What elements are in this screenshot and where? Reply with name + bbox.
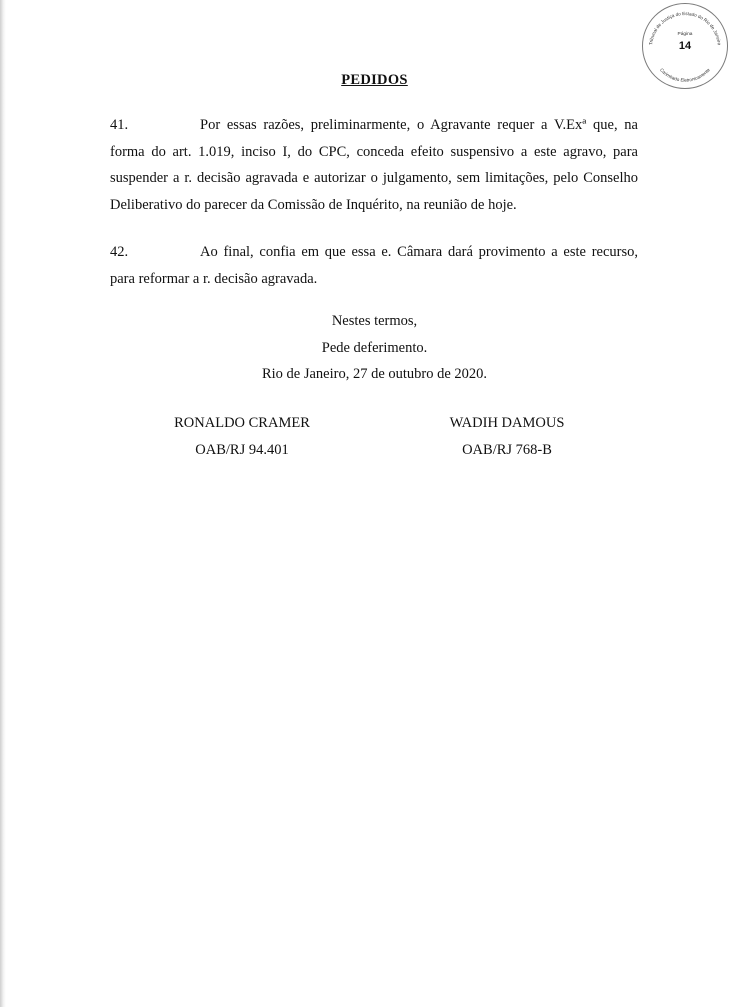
page-edge-shadow xyxy=(0,0,6,1007)
closing-line-request: Pede deferimento. xyxy=(321,339,428,356)
signatory-left xyxy=(122,410,362,464)
seal-arc-top-text: Tribunal de Justiça do Estado do Rio de Janeiro xyxy=(648,10,722,46)
signatory-registration: OAB/RJ 768-B xyxy=(462,442,552,458)
paragraph-number: 41. xyxy=(110,117,129,133)
closing-line-terms: Nestes termos, xyxy=(331,313,418,329)
paragraph-41 xyxy=(110,112,638,219)
seal-arc-bottom-text: Carimbado Eletronicamente xyxy=(659,67,711,83)
closing-place-date: Rio de Janeiro, 27 de outubro de 2020. xyxy=(261,366,488,382)
signatory-name: WADIH DAMOUS xyxy=(449,415,565,431)
seal-page-number: 14 xyxy=(678,40,692,52)
paragraph-42 xyxy=(110,239,638,292)
closing-block xyxy=(0,308,749,388)
paragraph-text: Ao final, confia em que essa e. Câmara dará provimento a este recurso, para reformar a r. decisão agravada. xyxy=(110,244,638,287)
seal-page-label: Página xyxy=(677,32,693,37)
section-heading: PEDIDOS xyxy=(341,72,408,88)
paragraph-text: Por essas razões, preliminarmente, o Agravante requer a V.Exª que, na forma do art. 1.019, inciso I, do CPC, conceda efeito suspensivo a este agravo, para suspender a r. decisão agravada e autorizar o julgamento, sem limitações, pelo Conselho Deliberativo do parecer da Comissão de Inquérito, na reunião de hoje. xyxy=(110,117,638,214)
paragraph-number: 42. xyxy=(110,244,129,260)
signatory-registration: OAB/RJ 94.401 xyxy=(195,442,289,458)
signatory-name: RONALDO CRAMER xyxy=(174,415,310,431)
signatory-right xyxy=(387,410,627,464)
